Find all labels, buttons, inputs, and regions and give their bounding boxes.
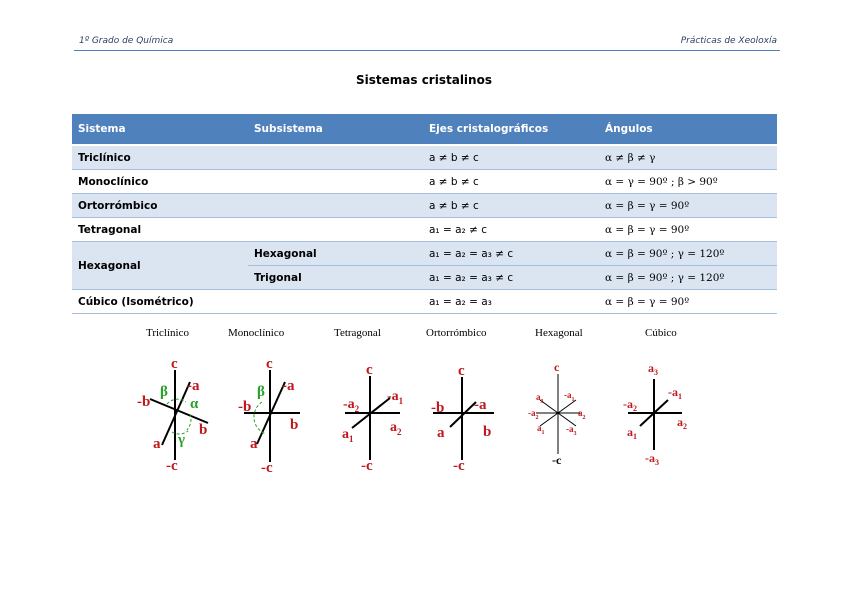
tetragonal-label-neg-a1: $-a_1$ [387,389,404,406]
cubico-label-a1: $a_1$ [627,425,637,441]
cell-sistema: Ortorrómbico [72,194,423,218]
triclinico-label-neg-c: -c [166,458,178,474]
monoclinico-label-neg-b: -b [238,399,252,415]
cell-subsistema: Hexagonal [248,242,423,266]
hexagonal-label-a1: $a_1$ [537,423,545,436]
table-row [72,170,777,194]
caption-monoclinico: Monoclínico [228,327,285,339]
monoclinico-label-b: b [290,417,299,433]
table-row [72,194,777,218]
hexagonal-label-neg-a2: $-a_2$ [528,408,539,421]
caption-triclinico: Triclínico [146,327,189,339]
ortorrombico-label-b: b [483,424,492,440]
table-row [72,218,777,242]
ortorrombico-label-a: a [437,425,445,441]
cell-angulos: α ≠ β ≠ γ [599,145,777,170]
table-row [72,145,777,170]
ortorrombico-label-neg-c: -c [453,458,465,474]
crystal-systems-table [72,114,777,314]
column-header: Ejes cristalográficos [423,114,599,145]
column-header: Ángulos [599,114,777,145]
triclinico-label-neg-a: -a [187,378,200,394]
hexagonal-label-c: c [554,360,560,374]
column-header: Subsistema [248,114,423,145]
triclinico-label-c: c [171,356,178,372]
diagram-captions [0,327,848,343]
tetragonal-label-neg-a2: $-a_2$ [343,397,360,414]
cell-ejes: a₁ = a₂ = a₃ [423,290,599,314]
monoclinico-label-a: a [250,436,258,452]
header-rule [74,50,780,51]
triclinico-label-neg-b: -b [137,394,151,410]
ortorrombico-label-neg-a: -a [474,397,487,413]
ortorrombico-label-c: c [458,363,465,379]
monoclinico-label-c: c [266,356,273,372]
table-row [72,290,777,314]
cell-ejes: a₁ = a₂ = a₃ ≠ c [423,242,599,266]
cell-sistema: Monoclínico [72,170,423,194]
column-header: Sistema [72,114,248,145]
cell-ejes: a₁ = a₂ ≠ c [423,218,599,242]
cell-subsistema: Trigonal [248,266,423,290]
header-course: 1º Grado de Química [79,36,174,46]
cubico-label-neg-a3: $-a_3$ [645,451,659,467]
tetragonal-label-a2: $a_2$ [390,420,402,437]
table-row [72,242,777,266]
tetragonal-label-neg-c: -c [361,458,373,474]
triclinico-gamma-symbol: γ [178,432,186,448]
ortorrombico-axes-diagram [431,363,494,474]
triclinico-alpha-symbol: α [190,396,199,412]
cell-ejes: a ≠ b ≠ c [423,194,599,218]
cell-angulos: α = β = γ = 90º [599,290,777,314]
ortorrombico-label-neg-b: -b [431,400,445,416]
caption-tetragonal: Tetragonal [334,327,381,339]
cell-sistema: Tetragonal [72,218,423,242]
cubico-label-a3: $a_3$ [648,361,658,377]
hexagonal-label-neg-c: -c [552,453,562,467]
caption-hexagonal: Hexagonal [535,327,583,339]
monoclinico-label-neg-a: -a [282,378,295,394]
cell-angulos: α = β = 90º ; γ = 120º [599,266,777,290]
header-subject: Prácticas de Xeoloxía [680,36,777,46]
cell-ejes: a₁ = a₂ = a₃ ≠ c [423,266,599,290]
hexagonal-axes-diagram [528,360,586,467]
triclinico-label-a: a [153,436,161,452]
cell-angulos: α = β = 90º ; γ = 120º [599,242,777,266]
caption-ortorrombico: Ortorrómbico [426,327,487,339]
cell-sistema: Hexagonal [72,242,248,290]
cell-angulos: α = β = γ = 90º [599,218,777,242]
cell-sistema: Cúbico (Isométrico) [72,290,423,314]
monoclinico-label-neg-c: -c [261,460,273,476]
cubico-label-neg-a1: $-a_1$ [668,385,682,401]
hexagonal-label-a3: $a_3$ [536,392,544,405]
hexagonal-label-neg-a3: $-a_3$ [566,424,577,437]
monoclinico-beta-symbol: β [257,384,265,400]
tetragonal-axes-diagram [342,362,404,474]
cubico-label-neg-a2: $-a_2$ [623,397,637,413]
page-title: Sistemas cristalinos [356,73,492,87]
triclinico-axes-diagram [137,356,208,474]
cubico-axes-diagram [623,361,687,467]
cubico-label-a2: $a_2$ [677,415,687,431]
hexagonal-label-a2: $a_2$ [578,408,586,421]
cell-sistema: Triclínico [72,145,423,170]
triclinico-label-b: b [199,422,208,438]
table-header-row [72,114,777,145]
cell-angulos: α = β = γ = 90º [599,194,777,218]
monoclinico-axes-diagram [238,356,300,476]
hexagonal-label-neg-a1: $-a_1$ [564,390,575,403]
crystal-axes-diagrams [0,352,848,482]
cell-ejes: a ≠ b ≠ c [423,170,599,194]
tetragonal-label-a1: $a_1$ [342,427,354,444]
tetragonal-label-c: c [366,362,373,378]
cell-ejes: a ≠ b ≠ c [423,145,599,170]
cell-angulos: α = γ = 90º ; β > 90º [599,170,777,194]
caption-cubico: Cúbico [645,327,677,339]
triclinico-beta-symbol: β [160,384,168,400]
